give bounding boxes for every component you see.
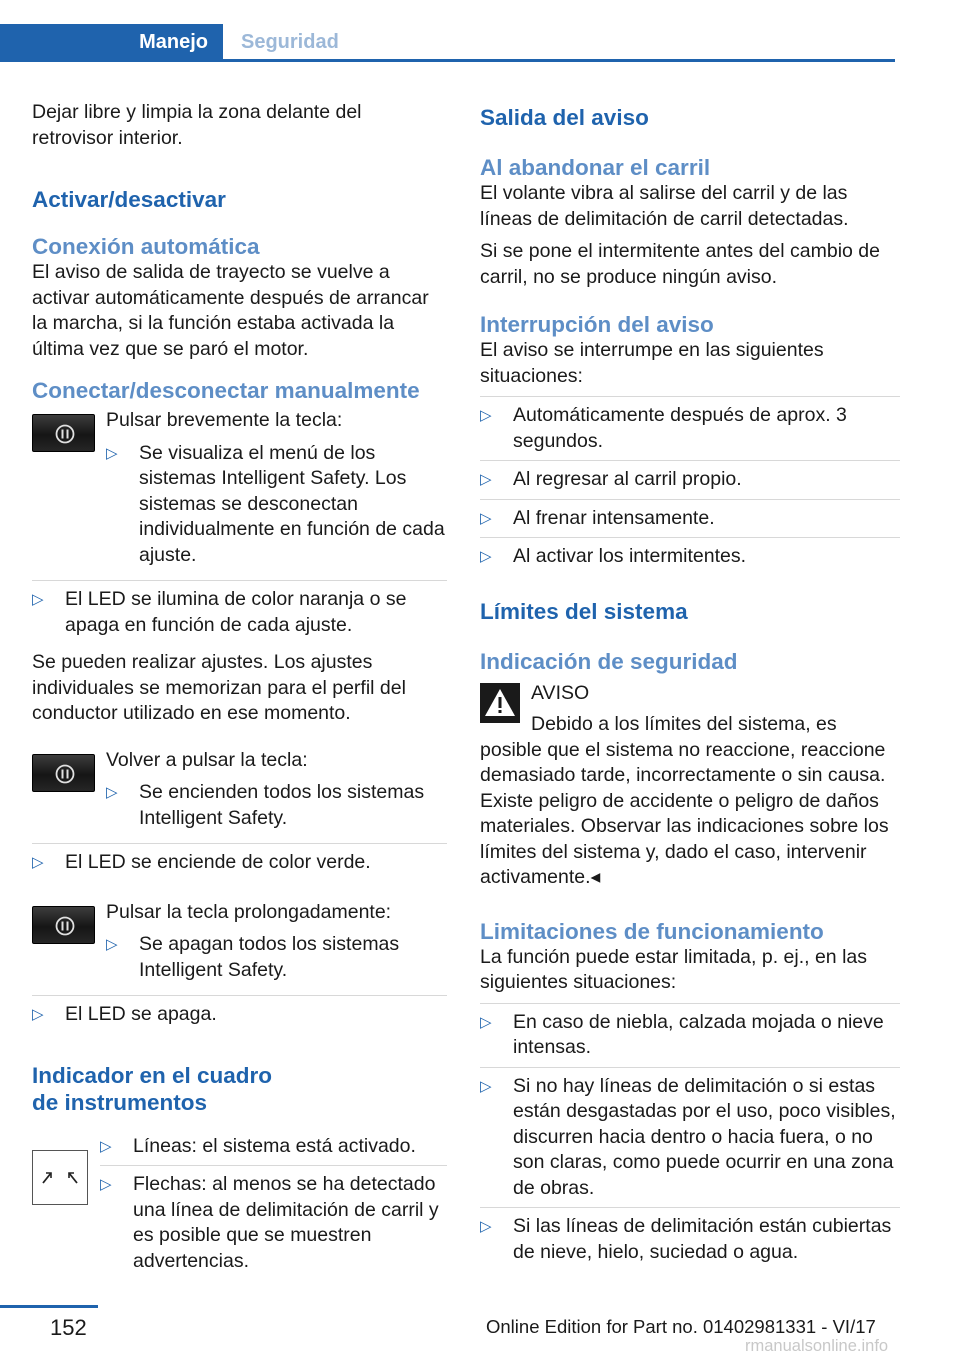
list-item: ▷ Se encienden todos los sistemas Intelligent Safety. xyxy=(106,781,425,829)
bullet-triangle-icon: ▷ xyxy=(32,854,44,871)
led-orange-list xyxy=(32,580,447,644)
key2-text: Volver a pulsar la tecla: xyxy=(106,748,308,771)
bullet-triangle-icon: ▷ xyxy=(480,548,492,565)
key3-list xyxy=(106,932,447,989)
heading-conexion: Conexión automática xyxy=(32,234,260,259)
bullet-triangle-icon: ▷ xyxy=(32,1006,44,1023)
watermark: rmanualsonline.info xyxy=(745,1337,889,1355)
left-column xyxy=(32,100,447,1286)
heading-interrupcion: Interrupción del aviso xyxy=(480,312,714,337)
heading-abandonar: Al abandonar el carril xyxy=(480,155,711,180)
list-item: ▷ Se apagan todos los sistemas Intelligent Safety. xyxy=(106,933,400,981)
heading-indicacion: Indicación de seguridad xyxy=(480,648,738,674)
key1-text: Pulsar brevemente la tecla: xyxy=(106,409,343,431)
list-item: ▷ Al regresar al carril propio. xyxy=(480,467,900,500)
safety-button-icon xyxy=(32,906,95,944)
intermitente-text: Si se pone el intermitente antes del cambio de carril, no se produce ningún aviso. xyxy=(480,240,880,288)
heading-manual: Conectar/desconectar manualmente xyxy=(32,378,420,403)
key-instruction-again xyxy=(32,748,447,838)
list-item: ▷ El LED se ilumina de color naranja o se apaga en función de cada ajuste. xyxy=(32,588,407,636)
tab-manejo[interactable] xyxy=(0,24,223,62)
warning-title: AVISO xyxy=(531,681,590,704)
led-green-list xyxy=(32,843,447,882)
list-item: ▷ El LED se apaga. xyxy=(32,1002,447,1034)
bullet-triangle-icon: ▷ xyxy=(100,1137,112,1155)
bullet-triangle-icon: ▷ xyxy=(106,444,118,462)
key-instruction-short xyxy=(32,408,447,574)
right-column xyxy=(480,100,900,1277)
safety-button-icon xyxy=(32,414,95,452)
bullet-triangle-icon: ▷ xyxy=(480,1077,492,1095)
warning-text: Debido a los límites del sistema, es posible que el sistema no reaccione, reaccione demasiado tarde, incorrectamente o sin causa. Existe peligro de accidente o peligro de daños materiales. Observar las indicaciones sobre los límites del sistema y, dado el caso, intervenir activamente.◂ xyxy=(480,713,889,888)
page-number: 152 xyxy=(50,1315,87,1340)
key-instruction-long xyxy=(32,900,447,990)
bullet-triangle-icon: ▷ xyxy=(106,936,118,953)
intro-text: Dejar libre y limpia la zona delante del retrovisor interior. xyxy=(32,101,362,149)
key3-text: Pulsar la tecla prolongadamente: xyxy=(106,900,392,923)
edition-text: Online Edition for Part no. 01402981331 - VI/17 xyxy=(486,1316,876,1337)
bullet-triangle-icon: ▷ xyxy=(32,591,44,608)
bullet-triangle-icon: ▷ xyxy=(106,784,118,801)
list-item: ▷ Si las líneas de delimitación están cubiertas de nieve, hielo, suciedad o agua. xyxy=(480,1215,892,1263)
bullet-triangle-icon: ▷ xyxy=(480,509,492,527)
limitaciones-text: La función puede estar limitada, p. ej., en las siguientes situaciones: xyxy=(480,945,867,993)
tab-manejo-label: Manejo xyxy=(139,31,208,53)
conexion-text: El aviso de salida de trayecto se vuelve a activar automáticamente después de arrancar la marcha, si la función estaba activada la última vez que se paró el motor. xyxy=(32,261,429,360)
lane-indicator-row xyxy=(32,1134,447,1281)
lane-departure-icon xyxy=(32,1150,88,1205)
lane-indicator-list xyxy=(100,1134,447,1281)
heading-limitaciones: Limitaciones de funcionamiento xyxy=(480,918,824,944)
list-item: ▷ Al activar los intermitentes. xyxy=(480,544,900,576)
header-divider xyxy=(0,59,895,62)
footer-divider xyxy=(0,1305,98,1308)
list-item: ▷ Líneas: el sistema está activado. xyxy=(100,1134,447,1167)
list-item: ▷ El LED se enciende de color verde. xyxy=(32,850,447,882)
bullet-triangle-icon: ▷ xyxy=(480,471,492,488)
bullet-triangle-icon: ▷ xyxy=(100,1176,112,1193)
tab-seguridad[interactable]: Seguridad xyxy=(241,31,339,53)
list-item: ▷ Automáticamente después de aprox. 3 segundos. xyxy=(480,403,900,461)
ajustes-text: Se pueden realizar ajustes. Los ajustes individuales se memorizan para el perfil del conductor utilizado en ese momento. xyxy=(32,651,406,724)
safety-warning xyxy=(480,681,900,891)
list-item: ▷ Se visualiza el menú de los sistemas Intelligent Safety. Los sistemas se desconectan individualmente en función de cada ajuste. xyxy=(106,441,445,566)
heading-limites: Límites del sistema xyxy=(480,598,688,624)
interrupcion-list xyxy=(480,396,900,576)
heading-salida: Salida del aviso xyxy=(480,105,649,130)
abandonar-text: El volante vibra al salirse del carril y de las líneas de delimitación de carril detectadas. xyxy=(480,182,849,230)
limitaciones-list xyxy=(480,1003,900,1272)
safety-button-icon xyxy=(32,754,95,792)
key1-list xyxy=(106,441,447,575)
list-item: ▷ Si no hay líneas de delimitación o si estas están desgastadas por el uso, poco visibles, discurren hacia dentro o hacia fuera, o no son claras, como puede ocurrir en una zona de obras. xyxy=(480,1074,900,1209)
bullet-triangle-icon: ▷ xyxy=(480,407,492,424)
interrupcion-text: El aviso se interrumpe en las siguientes situaciones: xyxy=(480,339,824,387)
list-item: ▷ Al frenar intensamente. xyxy=(480,506,900,539)
key2-list xyxy=(106,780,447,837)
bullet-triangle-icon: ▷ xyxy=(480,1218,492,1235)
heading-indicador: Indicador en el cuadro de instrumentos xyxy=(32,1062,273,1115)
heading-activar: Activar/desactivar xyxy=(32,187,226,212)
list-item: ▷ En caso de niebla, calzada mojada o nieve intensas. xyxy=(480,1010,900,1068)
page-header xyxy=(0,0,895,62)
bullet-triangle-icon: ▷ xyxy=(480,1013,492,1031)
led-off-list xyxy=(32,995,447,1034)
warning-triangle-icon xyxy=(480,683,520,723)
list-item: ▷ Flechas: al menos se ha detectado una línea de delimitación de carril y es posible que se muestren advertencias. xyxy=(100,1173,439,1272)
